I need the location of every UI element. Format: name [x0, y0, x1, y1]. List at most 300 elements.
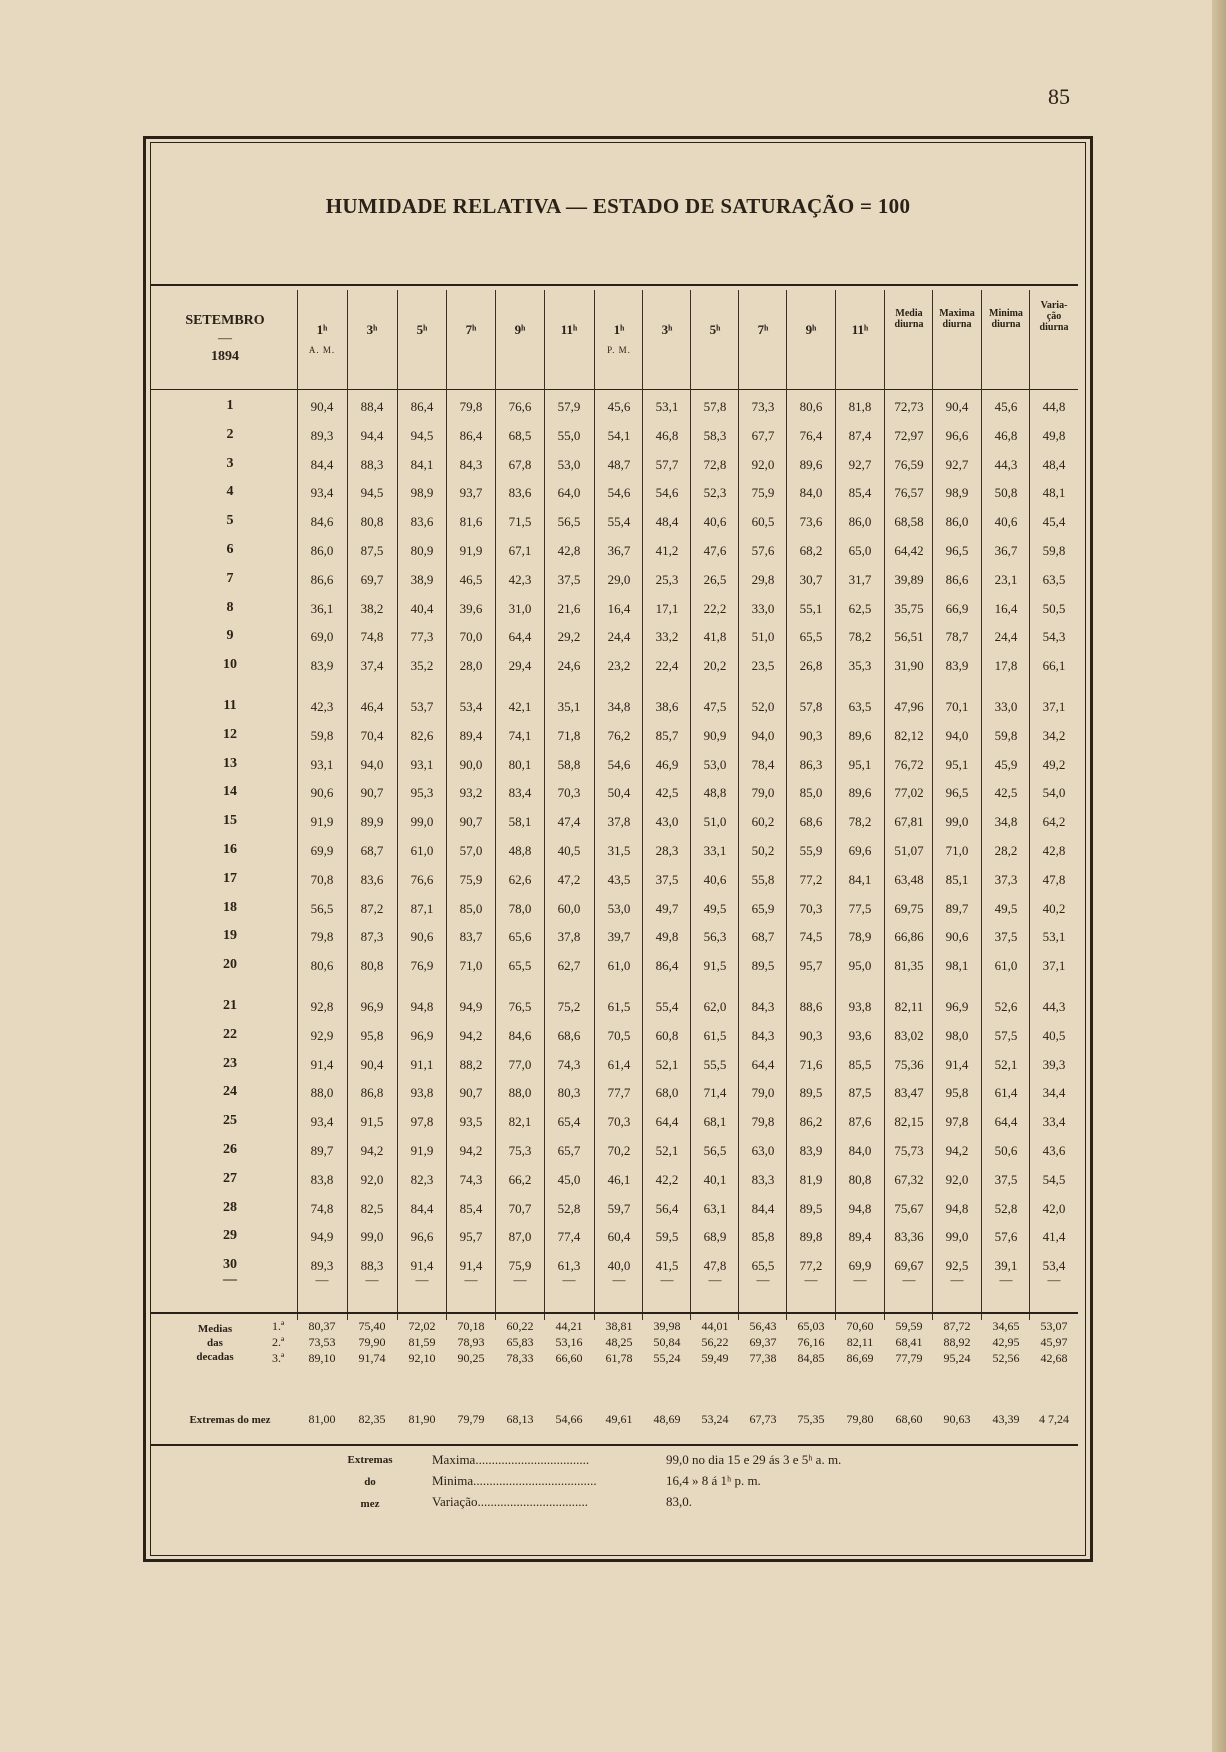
- day-number: 22: [223, 1026, 237, 1042]
- table-cell: 47,4: [557, 814, 581, 830]
- table-cell: 91,5: [360, 1114, 384, 1130]
- table-cell: 70,8: [310, 871, 334, 887]
- table-cell: 67,32: [894, 1171, 924, 1187]
- table-cell: 42,8: [1042, 843, 1066, 858]
- table-cell: 77,7: [607, 1085, 631, 1101]
- table-cell: 81,35: [894, 958, 924, 974]
- table-cell: 68,1: [703, 1114, 727, 1130]
- table-cell: 17,1: [655, 600, 679, 616]
- table-cell: 37,5: [994, 929, 1018, 945]
- table-cell: 41,2: [655, 543, 679, 558]
- day-number: 29: [223, 1228, 237, 1244]
- dash-cell: —: [315, 1272, 329, 1287]
- day-number: 12: [223, 726, 237, 742]
- table-cell: 49,5: [994, 900, 1018, 916]
- month-name: SETEMBRO: [185, 313, 265, 328]
- table-cell: 95,8: [945, 1085, 969, 1101]
- table-cell: 33,2: [655, 629, 679, 645]
- table-cell: 34,8: [607, 699, 631, 714]
- table-title: HUMIDADE RELATIVA — ESTADO DE SATURAÇÃO = 100: [325, 194, 911, 218]
- table-cell: 79,8: [459, 399, 483, 414]
- table-cell: 59,8: [1042, 543, 1066, 558]
- table-cell: 79,8: [310, 929, 334, 945]
- table-cell: 74,3: [459, 1171, 483, 1187]
- table-cell: 52,6: [994, 999, 1018, 1014]
- table-cell: 42,2: [655, 1171, 679, 1187]
- table-cell: 93,4: [310, 485, 334, 501]
- day-number: 9: [226, 628, 234, 644]
- table-cell: 46,1: [607, 1171, 631, 1187]
- table-cell: 88,3: [360, 456, 384, 472]
- decade-mean-cell: 60,22: [506, 1319, 534, 1333]
- decade-mean-cell: 75,40: [358, 1319, 386, 1333]
- summary-column-header-line: Media: [895, 308, 923, 319]
- dash-cell: —: [708, 1272, 722, 1287]
- table-cell: 51,0: [751, 629, 775, 645]
- table-cell: 98,0: [945, 1027, 969, 1043]
- table-cell: 82,6: [410, 727, 434, 743]
- day-number: 20: [223, 957, 237, 973]
- table-cell: 90,3: [799, 1027, 823, 1043]
- table-cell: 48,8: [703, 785, 727, 801]
- table-cell: 80,9: [410, 543, 434, 558]
- footer-maxima: [432, 1452, 589, 1468]
- footer-variacao-value: 83,0.: [666, 1494, 692, 1509]
- table-cell: 87,2: [360, 900, 384, 916]
- table-cell: 84,1: [410, 456, 434, 472]
- table-cell: 38,6: [655, 699, 679, 714]
- table-cell: 85,5: [848, 1056, 872, 1072]
- table-cell: 40,0: [607, 1258, 631, 1274]
- table-cell: 54,3: [1042, 629, 1066, 645]
- table-cell: 82,5: [360, 1200, 384, 1216]
- table-cell: 82,3: [410, 1171, 434, 1187]
- table-cell: 87,1: [410, 900, 434, 916]
- footer-label-line2: do: [364, 1476, 376, 1488]
- table-cell: 93,8: [410, 1085, 434, 1101]
- table-cell: 73,3: [751, 399, 775, 414]
- table-cell: 39,6: [459, 600, 483, 616]
- decade-mean-cell: 56,43: [749, 1319, 777, 1333]
- dash-cell: —: [612, 1272, 626, 1287]
- table-cell: 96,5: [945, 785, 969, 801]
- table-cell: 82,1: [508, 1114, 532, 1130]
- dash-cell: —: [1047, 1272, 1061, 1287]
- table-cell: 94,0: [751, 727, 775, 743]
- dash-cell: —: [513, 1272, 527, 1287]
- table-cell: 33,0: [994, 699, 1018, 714]
- table-cell: 60,5: [751, 514, 775, 530]
- table-cell: 82,11: [894, 999, 924, 1014]
- table-cell: 62,6: [508, 871, 532, 887]
- table-cell: 89,5: [751, 958, 775, 974]
- decade-mean-cell: 38,81: [605, 1319, 633, 1333]
- decade-mean-cell: 84,85: [797, 1351, 825, 1365]
- decade-mean-cell: 69,37: [749, 1335, 777, 1349]
- table-cell: 62,7: [557, 958, 581, 974]
- table-cell: 57,6: [994, 1229, 1018, 1245]
- decades-ordinals: [272, 1318, 284, 1366]
- table-cell: 96,6: [945, 427, 969, 443]
- table-cell: 92,0: [751, 456, 775, 472]
- table-cell: 47,8: [703, 1258, 727, 1274]
- table-cell: 56,3: [703, 929, 727, 945]
- day-number: 27: [223, 1170, 237, 1186]
- table-cell: 42,8: [557, 543, 581, 558]
- table-cell: 71,0: [459, 958, 483, 974]
- table-cell: 43,5: [607, 871, 631, 887]
- day-number: 15: [223, 813, 237, 829]
- dash-cell: —: [950, 1272, 964, 1287]
- table-cell: 41,5: [655, 1258, 679, 1274]
- table-cell: 68,7: [360, 843, 384, 858]
- table-cell: 47,6: [703, 543, 727, 558]
- table-cell: 78,0: [508, 900, 532, 916]
- table-cell: 55,4: [607, 514, 631, 530]
- extremas-row-label: Extremas do mez: [189, 1414, 271, 1426]
- table-cell: 81,8: [848, 399, 872, 414]
- table-cell: 97,8: [945, 1114, 969, 1130]
- table-cell: 95,7: [459, 1229, 483, 1245]
- table-cell: 88,0: [310, 1085, 334, 1101]
- table-cell: 93,1: [410, 756, 434, 772]
- table-cell: 52,1: [655, 1143, 679, 1158]
- summary-column-header-line: diurna: [942, 319, 972, 330]
- table-cell: 83,47: [894, 1085, 924, 1101]
- day-number: 28: [223, 1199, 237, 1215]
- summary-column-header: [933, 308, 981, 330]
- extremas-cell: 53,24: [701, 1412, 729, 1426]
- decade-mean-cell: 91,74: [358, 1351, 386, 1365]
- table-cell: 85,4: [848, 485, 872, 501]
- table-cell: 61,5: [607, 999, 631, 1014]
- table-cell: 49,8: [1042, 427, 1066, 443]
- extremas-cell: 49,61: [605, 1412, 633, 1426]
- table-cell: 61,3: [557, 1258, 581, 1274]
- table-cell: 90,6: [410, 929, 434, 945]
- table-cell: 65,6: [508, 929, 532, 945]
- table-cell: 89,3: [310, 1258, 334, 1274]
- table-cell: 48,1: [1042, 485, 1066, 501]
- table-cell: 31,7: [848, 571, 872, 587]
- decade-ord-2: 2.ª: [272, 1335, 285, 1349]
- table-cell: 33,0: [751, 600, 775, 616]
- table-cell: 54,6: [607, 485, 631, 501]
- table-cell: 40,4: [410, 600, 434, 616]
- table-cell: 83,9: [310, 658, 334, 674]
- dash-cell: —: [415, 1272, 429, 1287]
- table-cell: 95,0: [848, 958, 872, 974]
- table-cell: 93,1: [310, 756, 334, 772]
- table-cell: 26,5: [703, 571, 727, 587]
- column-header-hour: 11ʰ: [560, 322, 578, 337]
- table-cell: 76,5: [508, 999, 532, 1014]
- table-cell: 16,4: [607, 600, 631, 616]
- day-number: 11: [223, 698, 237, 713]
- table-cell: 56,5: [703, 1143, 727, 1158]
- table-cell: 68,2: [799, 543, 823, 558]
- table-cell: 57,5: [994, 1027, 1018, 1043]
- column-rule: [446, 290, 447, 1320]
- table-cell: 38,2: [360, 600, 384, 616]
- extremas-cell: 68,13: [506, 1412, 534, 1426]
- table-cell: 68,5: [508, 427, 532, 443]
- table-cell: 83,02: [894, 1027, 924, 1043]
- table-cell: 29,4: [508, 658, 532, 674]
- decade-mean-cell: 66,60: [555, 1351, 583, 1365]
- extremas-cell: 81,00: [308, 1412, 336, 1426]
- footer-minima-name: Minima: [432, 1473, 474, 1488]
- table-cell: 53,7: [410, 699, 434, 714]
- table-cell: 68,6: [799, 814, 823, 830]
- table-cell: 95,8: [360, 1027, 384, 1043]
- table-cell: 47,8: [1042, 871, 1066, 887]
- table-cell: 69,0: [310, 629, 334, 645]
- table-cell: 37,5: [994, 1171, 1018, 1187]
- table-cell: 53,1: [1042, 929, 1066, 945]
- day-number: 5: [226, 513, 234, 529]
- table-cell: 94,2: [945, 1143, 969, 1158]
- table-cell: 94,2: [360, 1143, 384, 1158]
- table-cell: 31,90: [894, 658, 924, 674]
- footer-label-line3: mez: [360, 1498, 380, 1510]
- summary-column-header-line: Varia-: [1040, 300, 1068, 311]
- table-cell: 84,4: [410, 1200, 434, 1216]
- table-cell: 55,1: [799, 600, 823, 616]
- column-rule: [347, 290, 348, 1320]
- table-cell: 76,59: [894, 456, 924, 472]
- table-cell: 86,0: [848, 514, 872, 530]
- decades-label-line2: das: [207, 1337, 223, 1349]
- decade-mean-cell: 44,21: [555, 1319, 583, 1333]
- table-cell: 50,4: [607, 785, 631, 801]
- table-cell: 24,6: [557, 658, 581, 674]
- table-cell: 47,5: [703, 699, 727, 714]
- table-cell: 84,6: [310, 514, 334, 530]
- table-cell: 89,6: [799, 456, 823, 472]
- dash-cell: —: [756, 1272, 770, 1287]
- decade-mean-cell: 78,33: [506, 1351, 534, 1365]
- table-cell: 42,3: [508, 571, 532, 587]
- table-cell: 65,5: [508, 958, 532, 974]
- table-cell: 80,8: [360, 958, 384, 974]
- table-cell: 37,1: [1042, 958, 1066, 974]
- day-number: 23: [223, 1055, 237, 1071]
- table-cell: 70,3: [799, 900, 823, 916]
- table-cell: 74,8: [360, 629, 384, 645]
- column-rule: [495, 290, 496, 1320]
- table-cell: 78,9: [848, 929, 872, 945]
- table-cell: 85,0: [799, 785, 823, 801]
- table-cell: 70,3: [557, 785, 581, 801]
- table-cell: 28,0: [459, 658, 483, 674]
- table-cell: 55,4: [655, 999, 679, 1014]
- extremas-cell: 75,35: [797, 1412, 825, 1426]
- table-cell: 90,4: [310, 399, 334, 414]
- table-cell: 93,5: [459, 1114, 483, 1130]
- table-cell: 61,4: [994, 1085, 1018, 1101]
- table-cell: 63,5: [1042, 571, 1066, 587]
- decade-mean-cell: 95,24: [943, 1351, 971, 1365]
- table-cell: 52,8: [557, 1200, 581, 1216]
- table-cell: 53,0: [703, 756, 727, 772]
- table-cell: 99,0: [945, 1229, 969, 1245]
- footer-minima-value: 16,4 » 8 á 1ʰ p. m.: [666, 1473, 761, 1488]
- table-cell: 81,9: [799, 1171, 823, 1187]
- table-cell: 40,6: [994, 514, 1018, 530]
- table-cell: 54,6: [655, 485, 679, 501]
- table-cell: 97,8: [410, 1114, 434, 1130]
- table-cell: 86,0: [310, 543, 334, 558]
- decade-ord-1: 1.ª: [272, 1319, 285, 1333]
- day-number: 7: [226, 570, 234, 586]
- table-cell: 37,1: [1042, 699, 1066, 714]
- table-cell: 39,1: [994, 1258, 1018, 1274]
- table-cell: 66,86: [894, 929, 924, 945]
- table-cell: 70,4: [360, 727, 384, 743]
- table-cell: 89,6: [848, 785, 872, 801]
- page-edge: [1212, 0, 1226, 1752]
- table-cell: 90,6: [945, 929, 969, 945]
- table-cell: 75,67: [894, 1200, 924, 1216]
- page-number: 85: [1048, 84, 1070, 109]
- table-cell: 76,57: [894, 485, 924, 501]
- table-cell: 29,8: [751, 571, 775, 587]
- decade-mean-cell: 70,60: [846, 1319, 874, 1333]
- table-cell: 75,9: [459, 871, 483, 887]
- table-cell: 40,1: [703, 1171, 727, 1187]
- table-cell: 51,0: [703, 814, 727, 830]
- table-cell: 35,3: [848, 658, 872, 674]
- table-cell: 88,0: [508, 1085, 532, 1101]
- table-cell: 80,8: [848, 1171, 872, 1187]
- table-cell: 46,4: [360, 699, 384, 714]
- table-cell: 57,9: [557, 399, 581, 414]
- decade-mean-cell: 61,78: [605, 1351, 633, 1365]
- table-cell: 72,97: [894, 427, 924, 443]
- summary-column-header: [982, 308, 1030, 330]
- table-cell: 45,4: [1042, 514, 1066, 530]
- table-cell: 61,5: [703, 1027, 727, 1043]
- table-cell: 95,1: [848, 756, 872, 772]
- table-cell: 63,0: [751, 1143, 775, 1158]
- table-cell: 50,2: [751, 843, 775, 858]
- table-cell: 80,3: [557, 1085, 581, 1101]
- footer-label-line1: Extremas: [347, 1454, 393, 1466]
- title-rule: [150, 284, 1078, 286]
- table-cell: 75,2: [557, 999, 581, 1014]
- table-cell: 83,9: [945, 658, 969, 674]
- table-cell: 76,6: [508, 399, 532, 414]
- decade-ord-3: 3.ª: [272, 1351, 285, 1365]
- table-cell: 83,6: [508, 485, 532, 501]
- table-cell: 64,4: [508, 629, 532, 645]
- table-cell: 72,8: [703, 456, 727, 472]
- table-cell: 44,3: [994, 456, 1018, 472]
- table-cell: 23,2: [607, 658, 631, 674]
- table-cell: 74,1: [508, 727, 532, 743]
- day-number: 8: [226, 599, 234, 615]
- table-cell: 42,0: [1042, 1200, 1066, 1216]
- extremas-cell: 68,60: [895, 1412, 923, 1426]
- table-cell: 70,7: [508, 1200, 532, 1216]
- table-cell: 56,5: [310, 900, 334, 916]
- table-cell: 93,7: [459, 485, 483, 501]
- table-cell: 60,2: [751, 814, 775, 830]
- table-cell: 39,89: [894, 571, 924, 587]
- table-cell: 91,4: [410, 1258, 434, 1274]
- table-cell: 29,2: [557, 629, 581, 645]
- table-cell: 68,58: [894, 514, 924, 530]
- table-cell: 40,2: [1042, 900, 1066, 916]
- table-cell: 45,9: [994, 756, 1018, 772]
- table-cell: 94,9: [459, 999, 483, 1014]
- decades-label-line3: decadas: [196, 1351, 234, 1363]
- table-cell: 24,4: [994, 629, 1018, 645]
- table-cell: 92,9: [310, 1027, 334, 1043]
- summary-column-header-line: diurna: [991, 319, 1021, 330]
- day-number: 17: [223, 870, 237, 886]
- table-cell: 77,2: [799, 871, 823, 887]
- table-cell: 66,1: [1042, 658, 1066, 674]
- table-cell: 61,0: [994, 958, 1018, 974]
- day-number: 4: [226, 484, 234, 500]
- decades-label-line1: Medias: [197, 1323, 233, 1335]
- table-cell: 39,7: [607, 929, 631, 945]
- table-cell: 54,5: [1042, 1171, 1066, 1187]
- decade-mean-cell: 52,56: [992, 1351, 1020, 1365]
- table-cell: 48,4: [655, 514, 679, 530]
- summary-column-header-line: Minima: [989, 308, 1023, 319]
- footer-variacao-name: Variação: [432, 1494, 478, 1509]
- table-cell: 84,3: [459, 456, 483, 472]
- table-cell: 59,5: [655, 1229, 679, 1245]
- table-cell: 90,6: [310, 785, 334, 801]
- day-number: 10: [223, 657, 237, 673]
- day-number: 16: [223, 842, 237, 857]
- table-cell: 88,6: [799, 999, 823, 1014]
- footer-minima: [432, 1473, 597, 1489]
- table-cell: 46,8: [994, 427, 1018, 443]
- table-cell: 83,4: [508, 785, 532, 801]
- column-header-hour: 3ʰ: [366, 322, 378, 337]
- column-header-hour: 1ʰ: [613, 322, 625, 337]
- column-header-ampm: A. M.: [308, 345, 336, 355]
- table-cell: 80,6: [310, 958, 334, 974]
- day-number: 24: [223, 1084, 237, 1100]
- day-number: 25: [223, 1113, 237, 1129]
- table-cell: 89,3: [310, 427, 334, 443]
- table-cell: 65,5: [799, 629, 823, 645]
- table-cell: 78,2: [848, 629, 872, 645]
- decade-mean-cell: 55,24: [653, 1351, 681, 1365]
- table-cell: 37,8: [607, 814, 631, 830]
- table-cell: 52,8: [994, 1200, 1018, 1216]
- table-cell: 86,0: [945, 514, 969, 530]
- decade-mean-cell: 90,25: [457, 1351, 485, 1365]
- table-cell: 89,6: [848, 727, 872, 743]
- table-cell: 43,6: [1042, 1143, 1066, 1158]
- table-cell: 70,3: [607, 1114, 631, 1130]
- table-cell: 96,9: [945, 999, 969, 1014]
- table-cell: 69,67: [894, 1258, 924, 1274]
- table-cell: 81,6: [459, 514, 483, 530]
- table-cell: 79,0: [751, 1085, 775, 1101]
- table-cell: 58,1: [508, 814, 532, 830]
- table-cell: 55,5: [703, 1056, 727, 1072]
- summary-column-header: [885, 308, 933, 330]
- table-cell: 74,5: [799, 929, 823, 945]
